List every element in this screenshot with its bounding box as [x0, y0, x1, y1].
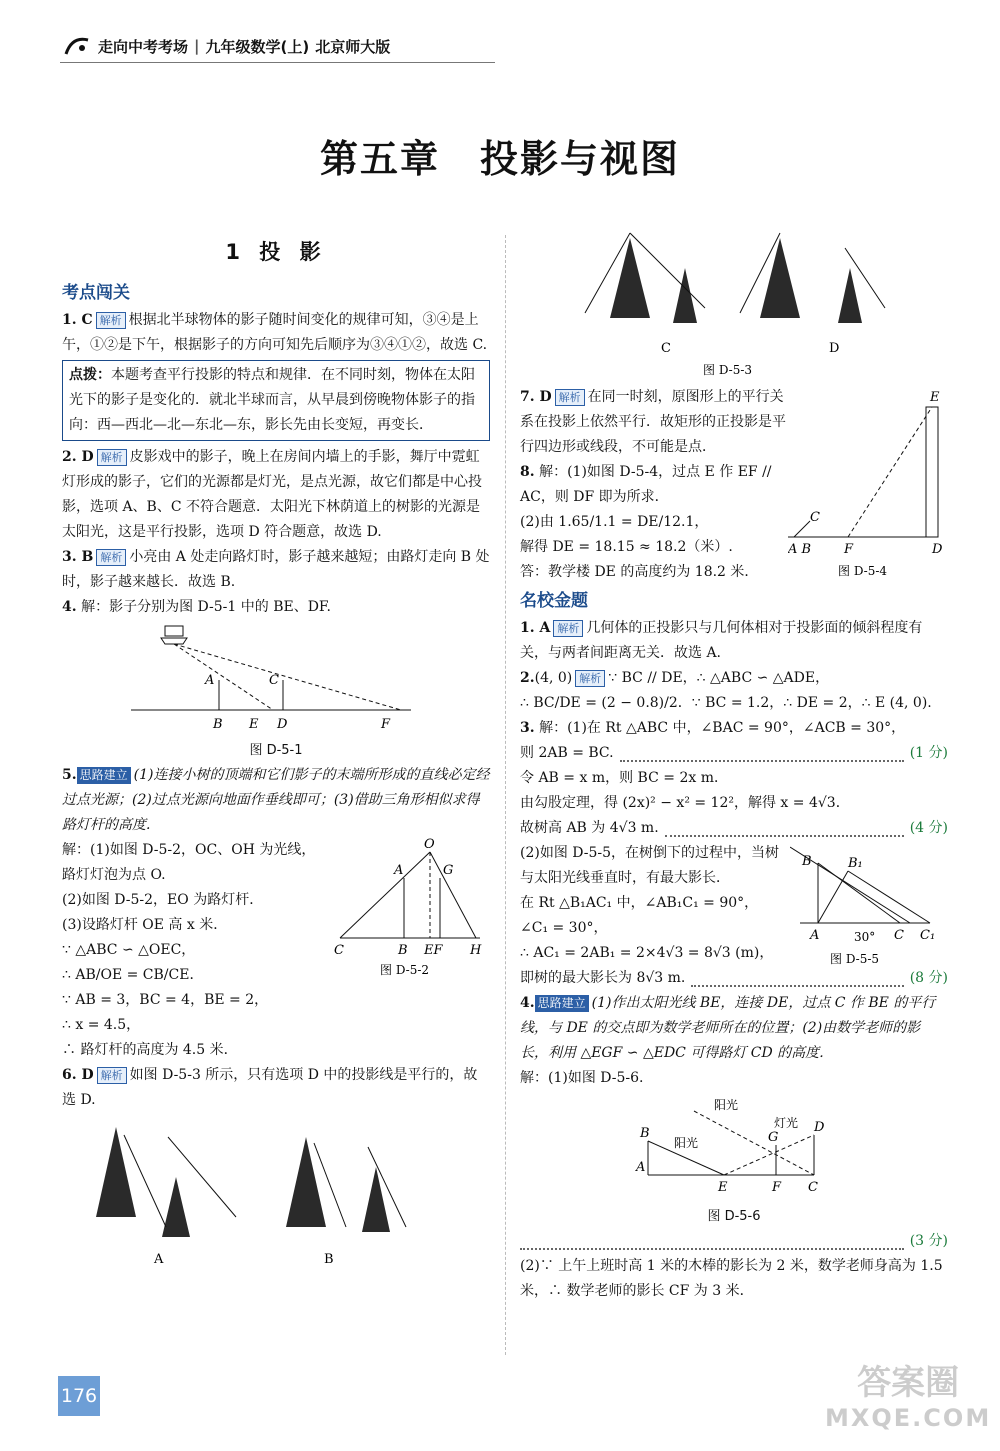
- tree-icon: [96, 1127, 390, 1237]
- runner-logo-icon: [62, 34, 92, 58]
- r3-score1: 则 2AB = BC. (1 分): [520, 745, 948, 761]
- left-column: [62, 240, 490, 1271]
- r3-l3: 令 AB = x m，则 BC = 2x m．: [520, 770, 728, 786]
- q1: 1. C 解析 根据北半球物体的影子随时间变化的规律可知，③④是上午，①②是下午，根据影子的方向可知先后顺序为③④①②，故选 C.: [62, 312, 488, 353]
- brand: 走向中考考场: [98, 37, 189, 56]
- label-g: G: [443, 863, 454, 878]
- label-f4: F: [844, 542, 854, 557]
- option-b-label: B: [324, 1252, 334, 1267]
- watermark: [825, 1355, 991, 1432]
- label-d: D: [277, 717, 288, 732]
- label-a: A: [205, 673, 215, 688]
- label-b2: B: [398, 943, 408, 958]
- r1: 1. A 解析 几何体的正投影只与几何体相对于投影面的倾斜程度有关，与两者间距离无关．故选 A.: [520, 620, 923, 661]
- q6: 6. D 解析 如图 D-5-3 所示，只有选项 D 中的投影线是平行的，故选 D.: [62, 1067, 478, 1108]
- fig6-caption: 图 D-5-6: [707, 1209, 761, 1224]
- r3: 3. 解：(1)在 Rt △ABC 中，∠BAC = 90°，∠ACB = 30°，: [520, 720, 906, 736]
- label-h: H: [470, 943, 482, 958]
- label-c6: C: [808, 1180, 818, 1195]
- book-title: 九年级数学(上): [205, 37, 310, 56]
- label-b: B: [213, 717, 223, 732]
- edition: 北京师大版: [315, 37, 391, 56]
- figure-d-5-5: [790, 843, 950, 973]
- label-f6: F: [772, 1180, 782, 1195]
- label-c5: C: [894, 928, 904, 943]
- label-angle: 30°: [854, 930, 876, 944]
- column-divider: [505, 235, 507, 1355]
- label-sun2: 阳光: [674, 1136, 699, 1150]
- q8: 8. 解：(1)如图 D-5-4，过点 E 作 EF // AC，则 DF 即为所求． (2)由 1.65/1.1 = DE/12.1， 解得 DE = 18.15 ≈ 18.2（米）.: [520, 464, 772, 555]
- q2: 2. D 解析 皮影戏中的影子，晚上在房间内墙上的手影，舞厅中霓虹灯形成的影子，它们的光源都是灯光，是点光源，故它们都是中心投影，选项 A、B、C 不符合题意．太阳光下林荫道上的树影的光源是太阳光，这是平行投影，选项 D 符合题意，故选 D.: [62, 449, 482, 540]
- label-sun1: 阳光: [714, 1098, 739, 1112]
- label-a6: A: [636, 1160, 646, 1175]
- r4-l1: 解：(1)如图 D-5-6.: [520, 1070, 644, 1086]
- label-d6: D: [814, 1120, 825, 1135]
- figure-d-5-2: [330, 838, 490, 978]
- label-c2: C: [334, 943, 344, 958]
- block-title-1: 考点闯关: [62, 283, 130, 303]
- r4-score1: (3 分): [520, 1229, 948, 1254]
- label-a2: A: [394, 863, 404, 878]
- r2: 2.(4, 0) 解析 ∵ BC // DE，∴ △ABC ∽ △ADE，: [520, 670, 830, 686]
- label-g6: G: [768, 1130, 779, 1145]
- label-e: E: [249, 717, 259, 732]
- label-b6: B: [640, 1126, 650, 1141]
- r3-part2: (2)如图 D-5-5，在树倒下的过程中，当树与太阳光线垂直时，有最大影长． 在 Rt △B₁AC₁ 中，∠AB₁C₁ = 90°，∠C₁ = 30°， ∴ AC₁ = 2AB₁ = 2×4√3 = 8√3 (m)， B B₁ A 30° C C₁ 图 D-5-5: [520, 841, 948, 966]
- page-header: 走向中考考场 | 九年级数学(上) 北京师大版: [62, 34, 390, 58]
- figure-d-5-3-cd: [575, 228, 905, 378]
- r4-l2: (2)∵ 上午上班时高 1 米的木棒的影长为 2 米，数学老师身高为 1.5 米，∴ 数学老师的影长 CF 为 3 米．: [520, 1258, 943, 1299]
- label-c4: C: [810, 510, 820, 525]
- r2-line2: ∴ BC/DE = (2 − 0.8)/2．∵ BC = 1.2，∴ DE = 2，∴ E (4, 0).: [520, 695, 932, 711]
- option-a-label: A: [154, 1252, 164, 1267]
- right-column: [520, 385, 948, 1304]
- r4: 4. 思路建立 (1)作出太阳光线 BE，连接 DE，过点 C 作 BE 的平行线，与 DE 的交点即为数学老师所在的位置；(2)由数学老师的影长，利用 △EGF ∽ △EDC 可得路灯 CD 的高度．: [520, 995, 936, 1061]
- figure-d-5-3-ab: [76, 1117, 476, 1267]
- figure-d-5-6: [634, 1095, 834, 1200]
- figure-d-5-1: [131, 624, 421, 734]
- label-f: F: [381, 717, 391, 732]
- label-d4: D: [932, 542, 943, 557]
- page-number: 176: [58, 1376, 100, 1416]
- label-c: C: [269, 673, 279, 688]
- label-b1: B₁: [848, 856, 863, 871]
- label-ab4: A B: [788, 542, 812, 557]
- label-a5: A: [810, 928, 820, 943]
- q8-answer: 答：教学楼 DE 的高度约为 18.2 米．: [520, 564, 759, 580]
- chapter-number: 第五章: [319, 137, 440, 181]
- q3: 3. B 解析 小亮由 A 处走向路灯时，影子越来越短；由路灯走向 B 处时，影子越来越长．故选 B.: [62, 549, 490, 590]
- r3-l4: 由勾股定理，得 (2x)² − x² = 12²，解得 x = 4√3．: [520, 795, 850, 811]
- label-lamp: 灯光: [774, 1116, 799, 1130]
- label-o: O: [424, 838, 435, 852]
- r3-score2: 故树高 AB 为 4√3 m. (4 分): [520, 820, 948, 836]
- q4: 4. 解：影子分别为图 D-5-1 中的 BE、DF.: [62, 599, 331, 615]
- tip-box: 点拨：本题考查平行投影的特点和规律．在不同时刻，物体在太阳光下的影子是变化的．就北半球而言，从早晨到傍晚物体影子的指向：西—西北—北—东北—东，影长先由长变短，再变长．: [62, 360, 490, 441]
- fig3-caption: 图 D-5-3: [703, 363, 753, 377]
- fig2-caption: 图 D-5-2: [380, 963, 430, 977]
- watermark-logo: 答案圈: [857, 1363, 960, 1403]
- figure-d-5-4: [788, 385, 948, 585]
- label-c1: C₁: [920, 928, 936, 943]
- block-title-2: 名校金题: [520, 591, 588, 611]
- option-d-label: D: [829, 341, 840, 356]
- label-e6: E: [718, 1180, 728, 1195]
- q7: 7. D 解析 在同一时刻，原图形上的平行关系在投影上依然平行．故矩形的正投影是平行四边形或线段，不可能是点．: [520, 389, 786, 455]
- r3-score3: 即树的最大影长为 8√3 m. (8 分): [520, 970, 948, 986]
- section-title: 1 投 影: [225, 240, 327, 264]
- q5-solution: 解：(1)如图 D-5-2，OC、OH 为光线， 路灯灯泡为点 O. (2)如图 D-5-2，EO 为路灯杆． (3)设路灯杆 OE 高 x 米． ∵ △ABC ∽ △OEC， ∴ AB/OE = CB/CE． ∵ AB = 3，BC = 4，BE = 2， ∴ x = 4.5， ∴ 路灯杆的高度为 4.5 米． O A G C B EF H 图 D-5-2: [62, 838, 490, 1063]
- watermark-url: MXQE.COM: [825, 1404, 992, 1432]
- label-b5: B: [802, 854, 812, 869]
- fig4-caption: 图 D-5-4: [838, 564, 888, 578]
- label-ef: EF: [424, 943, 443, 958]
- chapter-name: 投影与视图: [480, 137, 681, 181]
- label-e4: E: [930, 390, 940, 405]
- header-divider: [60, 62, 495, 63]
- fig5-caption: 图 D-5-5: [830, 952, 880, 966]
- chapter-title: [0, 128, 1000, 183]
- fig1-caption: 图 D-5-1: [249, 743, 303, 758]
- option-c-label: C: [661, 341, 671, 356]
- q5: 5. 思路建立 (1)连接小树的顶端和它们影子的末端所形成的直线必定经过点光源；(2)过点光源向地面作垂线即可；(3)借助三角形相似求得路灯杆的高度.: [62, 767, 490, 833]
